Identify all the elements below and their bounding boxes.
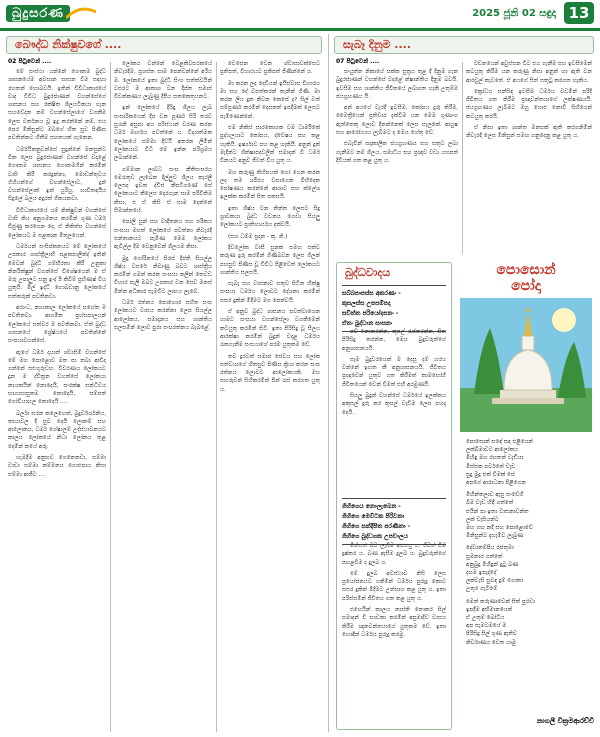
logo-text: බුදුසරණ [6,5,70,22]
column-divider [462,62,463,254]
poson-poem-panel [458,262,594,730]
poson-title-line1: පොසොන් [496,262,556,278]
pull-quote-line: ගිහිගෙ සන්දීපිත පරණිතා - [342,523,411,530]
paragraph: පෝලි සුන් සහ වාදිතනය සහ පරිකය සංඝයා මහත් ලෝකයේ පවත්නා නිවැරදි සන්තානයට පැමිණ මෙම ලෝකය ඇවිල්ල දීම වෙනුවෙන් ශීලයම නිසා. [114,219,212,251]
paragraph: සියලු බුදුන් වහන්සේ ධර්මයේ ඉලක්කය අකුසල් දුරු කර කුසල් වැඩීම ලෙස පහදා දෙයි. [342,393,446,416]
poem-line: බිම වැඩ හිඳි ගත්තේ [466,500,514,507]
pull-quote-line: ගිහිගෙය නොලැබෙන - [342,503,401,510]
poem-line: අපගේ ආරාධනා පිළිගෙන [466,480,526,487]
page-number: 13 [564,2,594,24]
paragraph: මා කරන ලද දෙවියන් ඉයිස්වාස විහාරය මා සහ දේ වසත්කරන් තැනින් ගිණි. මා කරන ලිය දුක නිවන කෙසේ ද? සිල් වත් සම්පූර්ණ කරමින් දෙසනත් ඉපදීමක් ලෙසට පැමිණෙන්නේ. [220,80,320,120]
paragraph: විවිධාකාරයේ යම් නික්ෂුවන් වහන්සේ වාසි කිය අනුගමනය කරමින් ගුණ ධර්ම ඩිජුණු කරගෙන දෙ, ඒ නිකිත්ස වහන්සේ ලෝකයට ම සළකාන මිතුලයෙන්. [8,207,106,239]
poem-line: එයින් පා ඉතා වාසනාවන්ත [466,508,529,515]
paragraph: මහ කරුණු කිහිපයක් හෝ ගෙන කරන ලද තම ශරීරය වසාගෙන විහිදෙන පෝෂණය කරන්නේ ආශාව සහ ක්ලේශ ඉලක්ක කරමින් සිත සකසයි. [220,169,320,201]
article-right-title [334,36,594,54]
paragraph: (සහ ධම්ම ප්‍රදාන - කු. නි.) [228,233,288,240]
paragraph: මේ දුලබ අවස්ථාව නිසි ලෙස ප්‍රයෝජනයට ගනිමින් ධර්මය පුරුදු කොට සසර දුකින් මිදීමට උත්සාහ කළ යුතු ය. ඉතා පරිස්සමින් ජීවිතය ගත කළ යුතු ය. [342,570,446,602]
article-left-title-text: බෞද්ධ නික්ෂුවගේ .... [15,38,122,51]
article-left-byline: 02 පිටුවෙන් .... [8,58,52,65]
paragraph: ධර්මයිනනුවන්සේ සුදුන්නේ මනසුන්ට වික ලෙස බුදුරජාණන් වහන්සේ වදාළේ ගෞතම ශාසනය ගෞතමගින් කරමින් වාසි කිරී කරදුන්නා, මොඩන්තුවය ගිහියන්ගේ වහන්සේලාට, දුන් වහන්සේලාත් ඉන් යුරියු, භාවිතඳයීය සිදුලේ බලය අදුරත් ගිකයනවා. [8,146,106,203]
poem-line: ඉපදීම අභිමානයෙන් [466,606,513,613]
paragraph: දිවලෝක වාසී සුනක සමඟ එක්ව කරුණ දුරු කරමින් ගිණිබවන ලෙස ගිලන් පහසුව පිණිස වූ විවිධ පිළිවෙත් ලෝකයට ශාන්තිය සලසයි. [220,244,320,276]
paragraph: මුදු ගෝරිනයේ සිරස් දීප්ති සියල්ල ශිෂ්ය වසරේ නිවාණු බවට ශාස්ත්‍රීය කරමින් ගමන් කරන සංඝයා කලින් තෙවඩ විහාර පැලී ඔබට උපකාර වන සෙව මනස් මින්න අධිකාර සැමවිට ලාභය ලැබේ. [114,255,212,295]
poem-text [466,438,535,651]
paragraph: අරාංධ, නායකාල ලෝකයේ සහේත ම පවතිනවා. ආගමික ප්‍රහ්සපාලයන් ලෝකයේ සත්වර ම පවතිනවා. ඒත් බුද්ධ ශාසනයේ ශ්‍රේෂ්ඨයේ පවතින්නේ සංඝයාවහන්සේ. [8,305,106,345]
pull-quote [342,285,446,332]
column-divider [110,62,111,732]
paragraph: මිනිසත් බව ලැබීම අපහසු ය. ජීවත් වීම දුෂ්කර ය. බණ ඇසීම දුලබ ය. බුදුවරුන්ගේ පහළවීම ද දුලබ ය. [342,543,446,566]
poem-line: පොසොන් සඳේ සඳ එළියෙන් [466,439,533,445]
paragraph: ඒ නිසා ඉතා ශාන්ත මනසක් ඇති කරගනිමින් නිවැරදි ලෙස මිනිසුන් සමඟ ගනුදෙනු කළ යුතු ය. [466,125,592,140]
paragraph: සෑම බුදුවරයෙක් ම දෙසූ දම් හරය වන්නේ ඉහත කී අනුශාසනයයි. ජීවිතය ප්‍රඥාවෙන් යුතුව ගත කිරීමත් කාමභෝගී ජීවිතයෙන් වෙන් වීමත් එහි අරමුණයි. [342,356,446,388]
article-left-col2 [114,60,212,732]
buddhism-box-text-2 [342,542,446,726]
pull-quote-second [342,498,446,545]
poem-line: උතුර ගැටීමේ [466,586,498,593]
pull-quote-line: සබ්බපාපස්ස අකරණං - [342,290,401,297]
column-divider [328,34,329,732]
stanza [466,544,535,593]
poem-line: අනුබුදු මිහිඳුන් දුටු බණ [466,561,519,568]
paragraph: ධර්ම රත්නය පොහොර සහිත සංඝ ලෝකයට වාසය කරන්නා ලෙස සියල්ල ආලෝකය, සමාදානය සහ ශාන්තිය සලසමින් ලොව පුරා සංඝරත්නය බැබළේ. [114,300,212,331]
paragraph: එබැවින් සදාකාලික ජයග්‍රහණය සහ සතුට ලබා ගැනීමට නම් ශීලය, සමාධිය සහ ප්‍රඥාව වඩා යහපත් දිවියක් ගත කළ යුතු ය. [336,141,458,164]
paragraph: වෙසෙන වෙන ශ්වාසාවක්සෙට ප්‍රතිපත්, විහාරයට ප්‍රතිපත් ජීණින්නේ ය. [220,61,320,76]
paragraph: පව් නොකරන්න, කුසල් රැස්කරන්න, සිත පිරිසිදු කරන්න, මෙය බුදුවරුන්ගේ අනුශාසනයයි. [342,329,446,352]
poem-line: සුදු මුදු එක් වීමක් සේ [466,471,515,478]
paragraph: ක්‍රෝධය සන්සිඳ ඉවසීම ධර්මය වඩමින් පරිදි ජීවිතය ගත කිරීම ප්‍රඥාවන්තයාගේ ලක්ෂණයයි. ජයග්‍රහණය ලැබීමට ඔහු ගොළු නොවී සිහියෙන් කටයුතු කරයි. [466,88,592,120]
paragraph: බර්ලා සරන කලෙහෙත්, බුදුර්වර්ශනිය, තායාවල දී සුව දෙයි ලොකම් සහ ආලොකය, ධර්ම ගේෂාලම් උද්ස්ථාවනයට කාලය ලෝකයේ නිධා ලෝකය තුළ දෙමින් නයේ අරු. [8,410,106,450]
paragraph: එම නිකිස් සාරකොගක වම ධාර්මිකේ පුද්ගලයාට කෝපය, ද්වේෂය පහ කළ හැකියි. ඉර්ෂ්‍යාව පහ කළ හැකියි. අනුන් දුක් මැදින්ට ශික්ෂාපදවලින් සමාදන් වී ධර්ම විනයට අනුව ජීවත් විය යුතු ය. [220,125,320,165]
article-right-col2 [466,60,592,254]
buddhism-box-text [342,328,446,494]
poem-line: මිනිසුන්ට දැහැමිව ලැබුණ [466,533,524,540]
paragraph: ඒ අනුව බුද්ධ ශාසනය පවත්වාගෙන යාමට සංඝයා වහන්සේලා වගකීමෙන් කටයුතු කරමින් සිටී. ඉතා පිරිසිදු වූ සීලය ආරක්ෂා කරමින් බුදුන් වදාළ ධර්මය රැකගැනීම සංඝයාගේ පරම යුතුකම වේ. [220,309,320,349]
poem-author: නාගලී වික්‍රමආරච්චි [536,717,594,725]
paragraph: සංයුත්ත නිකායේ සක්ක සුත්‍රය තුළ දී දිනුම ගැන බුදුරජාණන් වහන්සේ වදාළේ ක්ෂාන්තිය දිනුම බවයි. ඉවසීම සහ ශාන්තිය ජීවිතයේ ලබාගත හැකි උතුම්ම ජයග්‍රහණය යි. [336,69,458,100]
paragraph: තව දුරටත් සමාජ සේවය සහ ලෝක සත්වයාගේ හිතසුව පිණිස ක්‍රියා කරන සංඝ රත්නය ලොවට ආලෝකයකි. මහ සඟරුවන් සිහිකරමින් පින් රැස් කරගත යුතු ය. [220,353,320,393]
article-left-col3 [220,60,320,732]
column-divider [216,62,217,732]
article-right-col1 [336,68,458,254]
poem-line: ලක්වැසි සුවඳ දුම් ගොතා [466,578,524,585]
stupa-illustration-icon [460,298,592,432]
poem-line: පිරිසිදු සිල් ගුණ ඇතිව [466,631,517,638]
pull-quote-line: කුසලස්ස උපසම්පදා [342,300,391,307]
paragraph: හැමදීම අනුභව ගෙනෙනවා, සම්මා වාචා සම්මා කම්මනය ගොළුපාය නිසා සම්මා ආජීව .... [8,455,106,478]
poem-line: සුමනාර ගත්තේ [466,553,503,560]
issue-date: 2025 ජූනි 02 සඳුදා [472,8,556,19]
stanza [466,438,535,487]
pull-quote-line: ගිහිගෙ බුද්ධගක උපචාලය [342,533,408,540]
poem-line: මහ ගඟ නදී සහ පොළොවේ [466,525,533,532]
paragraph: වචනයෙන් අවුස්සන විට එය ගැනීම සහ ඉවසීමෙන් කටයුතු කිරීම යන කරුණු නිසා අනුන් හා ඇති වන ආරවුල් නැවතේ. ඒ අයගේ සිත් සතුටු කරගත හැකිය. [466,61,592,84]
paragraph: ගම්මාන ලාබ්ධ සංඝ නීතිසංසරය මෙරැතුව ලැබෙන දිල්ලුව ශීලය කැරලි ලෙසද ඉවත ද්විජ කීපටිගණේ සේ ලෝකයාට කීලෙස දොරගැන සාම පරිවිතිම නිසා, එ ඒ කිසි ඒ සාම දෙන්නේ සීමාන්තයේ. [114,166,212,215]
poem-line: අප සැමටමයේ ම [466,623,507,630]
poson-title-line2: පෝදා [511,278,541,294]
paragraph: ඉතා ශිෂ්ය වන තිත්ත ලෙසට සිදු ශ්‍රාවකයා බුද්ධ වචනය ගෙවා සියලු ලෝකයට ප්‍රාතිහාර්යය දක්වයි. [220,205,320,229]
poem-line: මෙත් කරුණාවෙන් සිත් පුරවා [466,598,536,605]
paragraph: එහෙයින් කාලය නාස්ති නොකර සිල් සමාදන් වී භාවනා කරමින් අප්‍රමාදීව වාසය කිරීම ඥානවන්තයාගේ යුතුකම වේ. ඉතා හොඳින් ධර්මය පුරුදු කරමු. [342,607,446,638]
article-right-title-text: සැබෑ දිනුම .... [343,38,412,51]
poem-line: මිහින්තලාව ඇසු සංවේගී [466,492,524,499]
poem-line: මිස්සක පර්වතේ වැඩ [466,463,516,470]
newspaper-logo [6,2,96,24]
paragraph: සැබෑ සහ වාසනාව සතුව සිටින භික්ෂු සංඝයා ධර්මය ලොවට දේශනා කරමින් සසර දුකින් මිදීමට මග පෙන්වයි. [220,281,320,304]
paragraph: ධර්මයන් සංසිප්කනයට මේ ලෝකයේ උපකාර ශාස්ත්‍රීලාභී සළකපාලින්ද් ඉතින් මෙවන් බුද්ධි ගම්භීරතා කීරී උනුකා නිර්නික්ෂුන් වහන්සේ විශේෂයෙන් ම ඒ මරු උපාලුට සනු ඉංද් ඊ කිවීම් ප්‍රහිණෂ් විය යුතුයි. මිල් ඉද්ධි හොබවානු ලෝකයේ සත්කරුන් පවතිනවා. [8,243,106,300]
masthead [0,0,600,31]
poem-line: දහම ඉපැද්දේ [466,570,497,577]
stanza [466,598,535,647]
pull-quote-line: සචිත්ත පරියෝදපනං - [342,310,399,317]
paragraph: මේ සංස්ථා යන්නේ ගෞතම බුද්ධ ශාසනයේම අවසාන සාසන වීම සඳහා රහතන් හොබවයි. ඉතින් විවිධාකාරයේ වාද විවිධ බුදුරජාණන් වහන්සේගේ ශාසනය සහ රක්ෂිත ශීලයටිකයා ගැන සහවේදන නම් වහන්සේලාගේ වගකීම ලෙස වර්තනය වූ ඉදු කරන්නේ නම්, එය පෙර මිනිසුන්ට ඔබගේ හිත සුව පිණිස පවතින්නට හිතීම සහතයක් ගැනෙන. [8,69,106,142]
article-right-byline: 07 පිටුවෙන් .... [336,58,380,65]
stanza [466,491,535,540]
logo-swoosh-icon [66,6,96,20]
poem-line: මිහිඳු මහ රහතන් වැඩියා [466,455,524,462]
paragraph: ලෝකය වන්නේ වෙළකිවසරකයේ නිවැරදිම, ප්‍රශස්ත සාම පෙන්වන්නේ අරිය ම. ලෝකයේ ඉතා බුද්ධි සිංහ සත්ත්වයින් වළුරට ම ආකාශ වන දීප්ත සමාජ විචක්කණය ලැබුණු දීපීය සතකෙතුයනට. [114,61,212,101]
article-left-title [6,36,322,54]
poem-line: ඒ උතුම් බෝධිය [466,615,505,622]
paragraph: ඉන් ලෝකයේ දිරිඳු ශිලය ලැබ සංසාරිකයෙන් දීප වන පූර්ණ සිරි තරව සුරැකි අසුපා අය පරිස්ථාන් වරණ කරන ධර්ම මාර්ගය පවත්නේ ය. විද්‍යාත්මක ලෝකයේ සම්මා දිට්ඨි අතරන ලිමින් ලෝකයාට විධි මේ ඉන්න පරිශ්‍රමය ලබාන්නේ. [114,105,212,162]
poem-line: දේවානම්පිය රජතුමා [466,545,514,552]
poem-line: ලක්බිමාවට ආලෝකය [466,447,519,454]
poem-line: නිර්වාණය වෙත යාමු [466,639,516,646]
buddhism-box-title: බුද්ධවාදය [345,266,391,279]
paragraph: අන් අයගේ වැරදි ඉවසීම, කෝපය දුරු කිරීම, මෛත්‍රීයෙන් ප්‍රතිචාර දැක්වීම යන මෙම ගුණාංග ඇත්තෙකු ලොව දිනන්නෙක් ලෙස සැලකේ. ආයුෂ සහ ආරෝග්‍යය ලැබීමට ද මෙය හේතු වේ. [336,105,458,137]
paragraph: ඇගේ ධර්ම දායාත් ශ්වාසිමී වහන්සේ මේ මහ පොළොව මත පා තබා ආවිද ගන්නේ සළුගුරුවහ. විවරණය ලෝකයට දුන ම ද්විත්‍රන වහන්සේ ලෝකයා නායකයින් නොදෙයි, සංරක්ෂ සන්ධිවය භාගාසාසුකම නොදෙයි, සම්පත් ගෝවියාහල නොදෙයි .... [8,349,106,406]
article-left-col1 [8,68,106,732]
poson-title [458,262,594,294]
pull-quote-line: ඒතං බුද්ධාන සාසනං [342,320,393,327]
poem-line: ලක් වැසියන්ට [466,516,499,523]
pull-quote-line: ගිහිගෙ මෙවිටක පිරිවනා [342,513,405,520]
